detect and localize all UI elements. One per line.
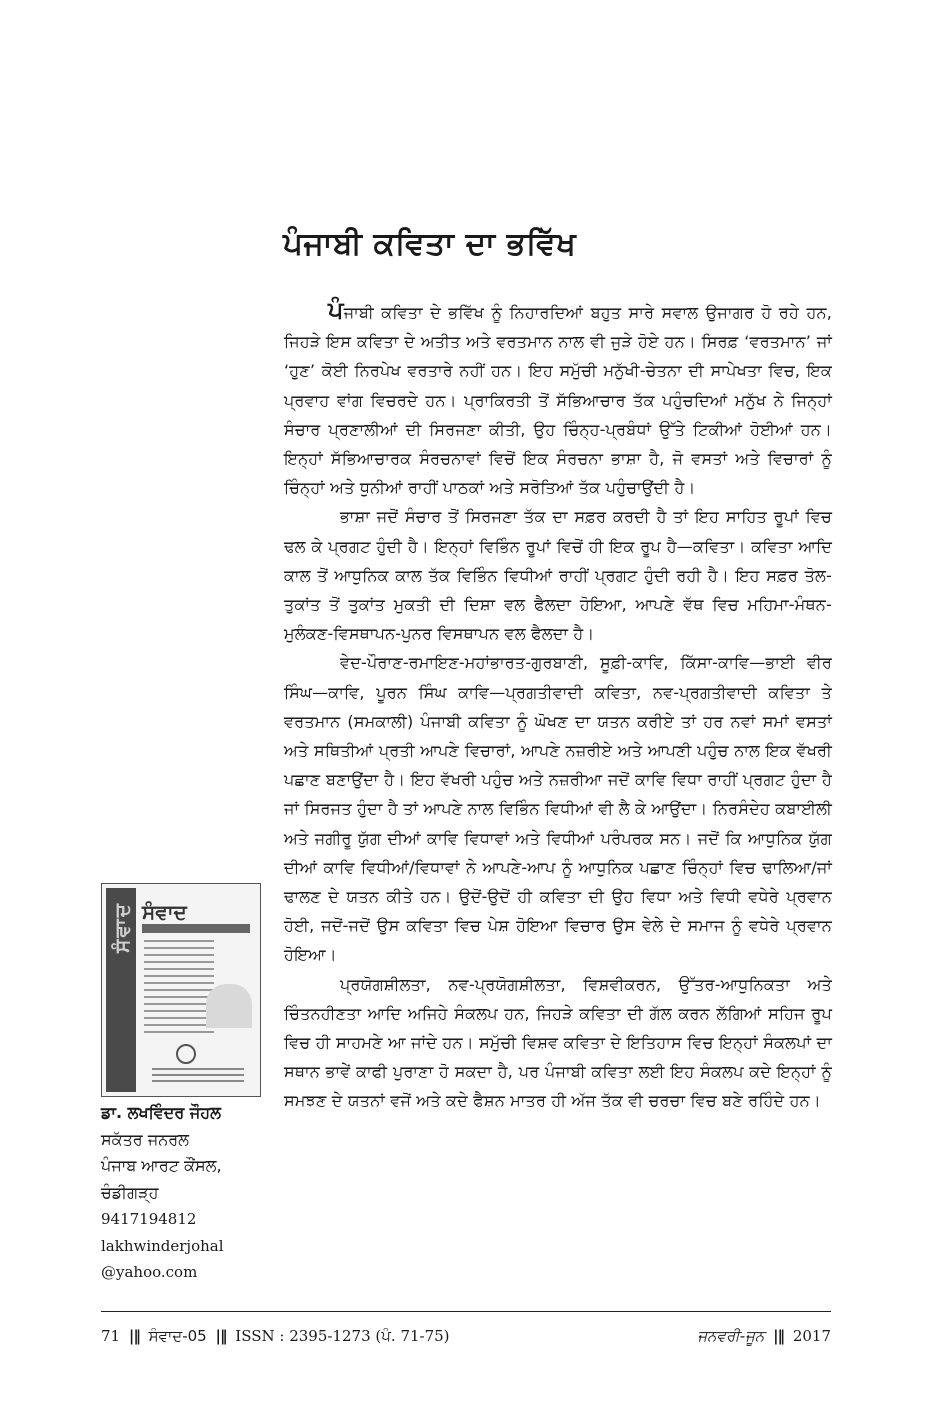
cover-strip	[142, 924, 250, 933]
journal-cover-image	[101, 883, 261, 1097]
issue-year: 2017	[792, 1327, 831, 1345]
cover-contents-list	[144, 940, 214, 1038]
issue-period: ਜਨਵਰੀ-ਜੂਨ	[697, 1327, 765, 1345]
author-phone: 9417194812	[101, 1210, 197, 1228]
article-title: ਪੰਜਾਬੀ ਕਵਿਤਾ ਦਾ ਭਵਿੱਖ	[283, 226, 577, 262]
separator-bars-icon: |‖	[128, 1327, 140, 1345]
paragraph: ਪ੍ਰਯੋਗਸ਼ੀਲਤਾ, ਨਵ-ਪ੍ਰਯੋਗਸ਼ੀਲਤਾ, ਵਿਸ਼ਵੀਕਰਨ, ਉੱਤਰ-ਆਧੁਨਿਕਤਾ ਅਤੇ ਚਿੰਤਨਹੀਣਤਾ ਆਦਿ ਅਜਿਹੇ ਸੰਕਲਪ ਹਨ, ਜਿਹੜੇ ਕਵਿਤਾ ਦੀ ਗੱਲ ਕਰਨ ਲੱਗਿਆਂ ਸਹਿਜ ਰੂਪ ਵਿਚ ਹੀ ਸਾਹਮਣੇ ਆ ਜਾਂਦੇ ਹਨ। ਸਮੁੱਚੀ ਵਿਸ਼ਵ ਕਵਿਤਾ ਦੇ ਇਤਿਹਾਸ ਵਿਚ ਇਨ੍ਹਾਂ ਸੰਕਲਪਾਂ ਦਾ ਸਥਾਨ ਭਾਵੇਂ ਕਾਫੀ ਪੁਰਾਣਾ ਹੋ ਸਕਦਾ ਹੈ, ਪਰ ਪੰਜਾਬੀ ਕਵਿਤਾ ਲਈ ਇਹ ਸੰਕਲਪ ਕਦੇ ਇਨ੍ਹਾਂ ਨੂੰ ਸਮਝਣ ਦੇ ਯਤਨਾਂ ਵਜੋਂ ਅਤੇ ਕਦੇ ਫੈਸ਼ਨ ਮਾਤਰ ਹੀ ਅੱਜ ਤੱਕ ਵੀ ਚਰਚਾ ਵਿਚ ਬਣੇ ਰਹਿੰਦੇ ਹਨ।	[284, 974, 832, 1111]
drop-cap: ਪੰ	[328, 296, 344, 324]
author-email-domain: @yahoo.com	[101, 1263, 198, 1281]
cover-building-graphic	[206, 984, 252, 1028]
page-footer	[101, 1326, 831, 1346]
separator-bars-icon: |‖	[773, 1327, 785, 1345]
cover-publisher-lines	[152, 1068, 244, 1086]
paragraph-text: ਜਾਬੀ ਕਵਿਤਾ ਦੇ ਭਵਿੱਖ ਨੂੰ ਨਿਹਾਰਦਿਆਂ ਬਹੁਤ ਸਾਰੇ ਸਵਾਲ ਉਜਾਗਰ ਹੋ ਰਹੇ ਹਨ, ਜਿਹੜੇ ਇਸ ਕਵਿਤਾ ਦੇ ਅਤੀਤ ਅਤੇ ਵਰਤਮਾਨ ਨਾਲ ਵੀ ਜੁੜੇ ਹੋਏ ਹਨ। ਸਿਰਫ਼ ‘ਵਰਤਮਾਨ’ ਜਾਂ ‘ਹੁਣ’ ਕੋਈ ਨਿਰਪੇਖ ਵਰਤਾਰੇ ਨਹੀਂ ਹਨ। ਇਹ ਸਮੁੱਚੀ ਮਨੁੱਖੀ-ਚੇਤਨਾ ਦੀ ਸਾਪੇਖਤਾ ਵਿਚ, ਇਕ ਪ੍ਰਵਾਹ ਵਾਂਗ ਵਿਚਰਦੇ ਹਨ। ਪ੍ਰਾਕਿਰਤੀ ਤੋਂ ਸੱਭਿਆਚਾਰ ਤੱਕ ਪਹੁੰਚਦਿਆਂ ਮਨੁੱਖ ਨੇ ਜਿਨ੍ਹਾਂ ਸੰਚਾਰ ਪ੍ਰਣਾਲੀਆਂ ਦੀ ਸਿਰਜਣਾ ਕੀਤੀ, ਉਹ ਚਿੰਨ੍ਹ-ਪ੍ਰਬੰਧਾਂ ਉੱਤੇ ਟਿਕੀਆਂ ਹੋਈਆਂ ਹਨ। ਇਨ੍ਹਾਂ ਸੱਭਿਆਚਾਰਕ ਸੰਰਚਨਾਵਾਂ ਵਿਚੋਂ ਇਕ ਸੰਰਚਨਾ ਭਾਸ਼ਾ ਹੈ, ਜੋ ਵਸਤਾਂ ਅਤੇ ਵਿਚਾਰਾਂ ਨੂੰ ਚਿੰਨ੍ਹਾਂ ਅਤੇ ਧੁਨੀਆਂ ਰਾਹੀਂ ਪਾਠਕਾਂ ਅਤੇ ਸਰੋਤਿਆਂ ਤੱਕ ਪਹੁੰਚਾਉਂਦੀ ਹੈ।	[284, 303, 832, 498]
issn: ISSN : 2395-1273 (ਪੰ. 71-75)	[235, 1327, 450, 1345]
author-role: ਸਕੱਤਰ ਜਨਰਲ	[101, 1129, 189, 1149]
page-number: 71	[101, 1327, 121, 1345]
author-email-user: lakhwinderjohal	[101, 1236, 224, 1255]
author-org: ਪੰਜਾਬ ਆਰਟ ਕੌਂਸਲ,	[101, 1156, 222, 1175]
journal-issue: ਸੰਵਾਦ-05	[148, 1327, 207, 1345]
cover-seal-icon	[176, 1044, 196, 1064]
paragraph: ਵੇਦ-ਪੌਰਾਣ-ਰਮਾਇਣ-ਮਹਾਂਭਾਰਤ-ਗੁਰਬਾਣੀ, ਸੂਫ਼ੀ-ਕਾਵਿ, ਕਿੱਸਾ-ਕਾਵਿ—ਭਾਈ ਵੀਰ ਸਿੰਘ—ਕਾਵਿ, ਪੂਰਨ ਸਿੰਘ ਕਾਵਿ—ਪ੍ਰਗਤੀਵਾਦੀ ਕਵਿਤਾ, ਨਵ-ਪ੍ਰਗਤੀਵਾਦੀ ਕਵਿਤਾ ਤੇ ਵਰਤਮਾਨ (ਸਮਕਾਲੀ) ਪੰਜਾਬੀ ਕਵਿਤਾ ਨੂੰ ਘੋਖਣ ਦਾ ਯਤਨ ਕਰੀਏ ਤਾਂ ਹਰ ਨਵਾਂ ਸਮਾਂ ਵਸਤਾਂ ਅਤੇ ਸਥਿਤੀਆਂ ਪ੍ਰਤੀ ਆਪਣੇ ਵਿਚਾਰਾਂ, ਆਪਣੇ ਨਜ਼ਰੀਏ ਅਤੇ ਆਪਣੀ ਪਹੁੰਚ ਨਾਲ ਇਕ ਵੱਖਰੀ ਪਛਾਣ ਬਣਾਉਂਦਾ ਹੈ। ਇਹ ਵੱਖਰੀ ਪਹੁੰਚ ਅਤੇ ਨਜ਼ਰੀਆ ਜਦੋਂ ਕਾਵਿ ਵਿਧਾ ਰਾਹੀਂ ਪ੍ਰਗਟ ਹੁੰਦਾ ਹੈ ਜਾਂ ਸਿਰਜਤ ਹੁੰਦਾ ਹੈ ਤਾਂ ਆਪਣੇ ਨਾਲ ਵਿਭਿੰਨ ਵਿਧੀਆਂ ਵੀ ਲੈ ਕੇ ਆਉਂਦਾ। ਨਿਰਸੰਦੇਹ ਕਬਾਈਲੀ ਅਤੇ ਜਗੀਰੂ ਯੁੱਗ ਦੀਆਂ ਕਾਵਿ ਵਿਧਾਵਾਂ ਅਤੇ ਵਿਧੀਆਂ ਪਰੰਪਰਕ ਸਨ। ਜਦੋਂ ਕਿ ਆਧੁਨਿਕ ਯੁੱਗ ਦੀਆਂ ਕਾਵਿ ਵਿਧੀਆਂ/ਵਿਧਾਵਾਂ ਨੇ ਆਪਣੇ-ਆਪ ਨੂੰ ਆਧੁਨਿਕ ਪਛਾਣ ਚਿੰਨ੍ਹਾਂ ਵਿਚ ਢਾਲਿਆ/ਜਾਂ ਢਾਲਣ ਦੇ ਯਤਨ ਕੀਤੇ ਹਨ। ਉਦੋਂ-ਉਦੋਂ ਹੀ ਕਵਿਤਾ ਦੀ ਉਹ ਵਿਧਾ ਅਤੇ ਵਿਧੀ ਵਧੇਰੇ ਪ੍ਰਵਾਨ ਹੋਈ, ਜਦੋਂ-ਜਦੋਂ ਉਸ ਕਵਿਤਾ ਵਿਚ ਪੇਸ਼ ਹੋਇਆ ਵਿਚਾਰ ਉਸ ਵੇਲੇ ਦੇ ਸਮਾਜ ਨੂੰ ਵਧੇਰੇ ਪ੍ਰਵਾਨ ਹੋਇਆ।	[284, 653, 832, 965]
author-name: ਡਾ. ਲਖਵਿੰਦਰ ਜੌਹਲ	[101, 1103, 221, 1122]
separator-bars-icon: |‖	[215, 1327, 227, 1345]
paragraph: ਭਾਸ਼ਾ ਜਦੋਂ ਸੰਚਾਰ ਤੋਂ ਸਿਰਜਣਾ ਤੱਕ ਦਾ ਸਫ਼ਰ ਕਰਦੀ ਹੈ ਤਾਂ ਇਹ ਸਾਹਿਤ ਰੂਪਾਂ ਵਿਚ ਢਲ ਕੇ ਪ੍ਰਗਟ ਹੁੰਦੀ ਹੈ। ਇਨ੍ਹਾਂ ਵਿਭਿੰਨ ਰੂਪਾਂ ਵਿਚੋਂ ਹੀ ਇਕ ਰੂਪ ਹੈ—ਕਵਿਤਾ। ਕਵਿਤਾ ਆਦਿ ਕਾਲ ਤੋਂ ਆਧੁਨਿਕ ਕਾਲ ਤੱਕ ਵਿਭਿੰਨ ਵਿਧੀਆਂ ਰਾਹੀਂ ਪ੍ਰਗਟ ਹੁੰਦੀ ਰਹੀ ਹੈ। ਇਹ ਸਫ਼ਰ ਤੋਲ-ਤੁਕਾਂਤ ਤੋਂ ਤੁਕਾਂਤ ਮੁਕਤੀ ਦੀ ਦਿਸ਼ਾ ਵਲ ਫੈਲਦਾ ਹੋਇਆ, ਆਪਣੇ ਵੱਥ ਵਿਚ ਮਹਿਮਾ-ਮੰਥਨ-ਮੁਲੰਕਣ-ਵਿਸਥਾਪਨ-ਪੁਨਰ ਵਿਸਥਾਪਨ ਵਲ ਫੈਲਦਾ ਹੈ।	[284, 507, 832, 644]
author-info	[101, 1100, 271, 1286]
article-body	[284, 296, 832, 1116]
cover-band-text: ਸੰਵਾਦ	[110, 902, 134, 953]
cover-side-band	[106, 888, 136, 1092]
paragraph	[284, 296, 832, 502]
author-city: ਚੰਡੀਗੜ੍ਹ	[101, 1182, 159, 1202]
footer-divider	[101, 1311, 831, 1312]
cover-title: ਸੰਵਾਦ	[142, 900, 187, 924]
